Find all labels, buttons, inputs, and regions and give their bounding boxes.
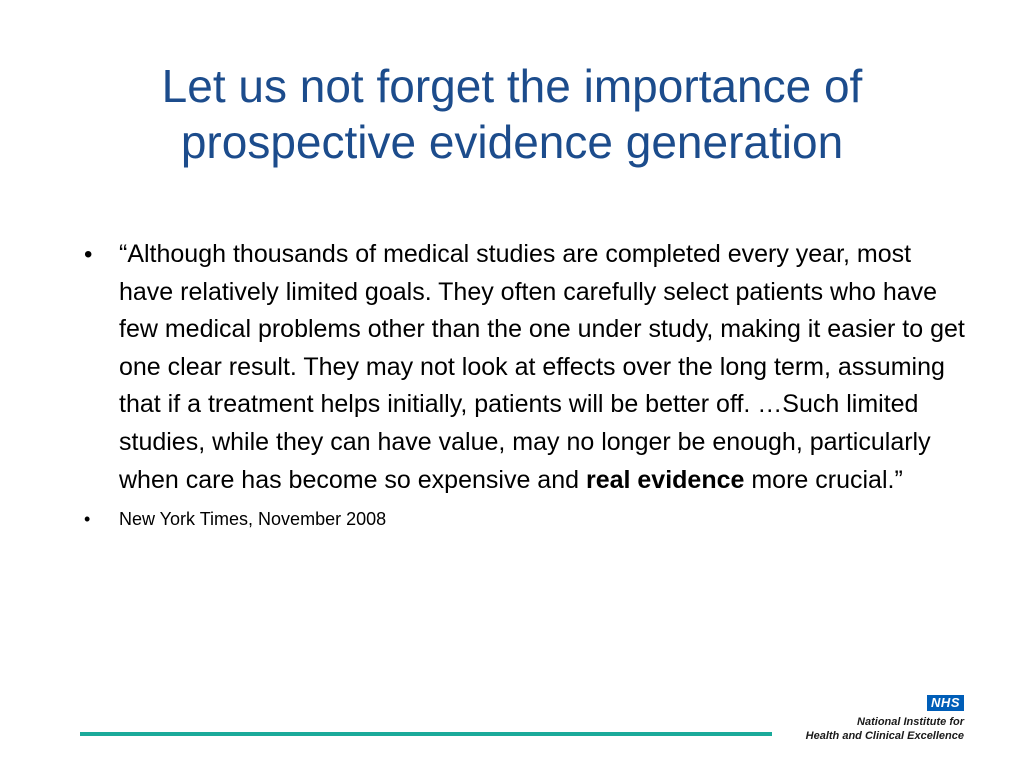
quote-text: “Although thousands of medical studies are completed every year, most have relatively limited goals. They often carefully select patients who have few medical problems other than the one under study, making it easier to get one clear result. They may not look at effects over the long term, assuming that if a treatment helps initially, patients will be better off. …Such limited studies, while they can have value, may no longer be enough, particularly when care has become so expensive and (119, 240, 965, 494)
bullet-source (78, 507, 978, 531)
nhs-badge: NHS (927, 695, 964, 711)
bullet-marker: • (84, 241, 93, 268)
slide-title: Let us not forget the importance of prospective evidence generation (161, 60, 863, 168)
logo-line-2: Health and Clinical Excellence (805, 730, 964, 742)
nice-logo (804, 694, 964, 743)
source-citation: New York Times, November 2008 (119, 509, 387, 530)
quote-emphasis: real evidence (585, 465, 745, 494)
bullet-list (78, 236, 978, 531)
bullet-quote (78, 236, 969, 499)
quote-text-end: more crucial.” (744, 465, 903, 494)
logo-line-1: National Institute for (857, 716, 964, 728)
footer-rule (80, 732, 772, 736)
bullet-marker: • (84, 509, 91, 530)
